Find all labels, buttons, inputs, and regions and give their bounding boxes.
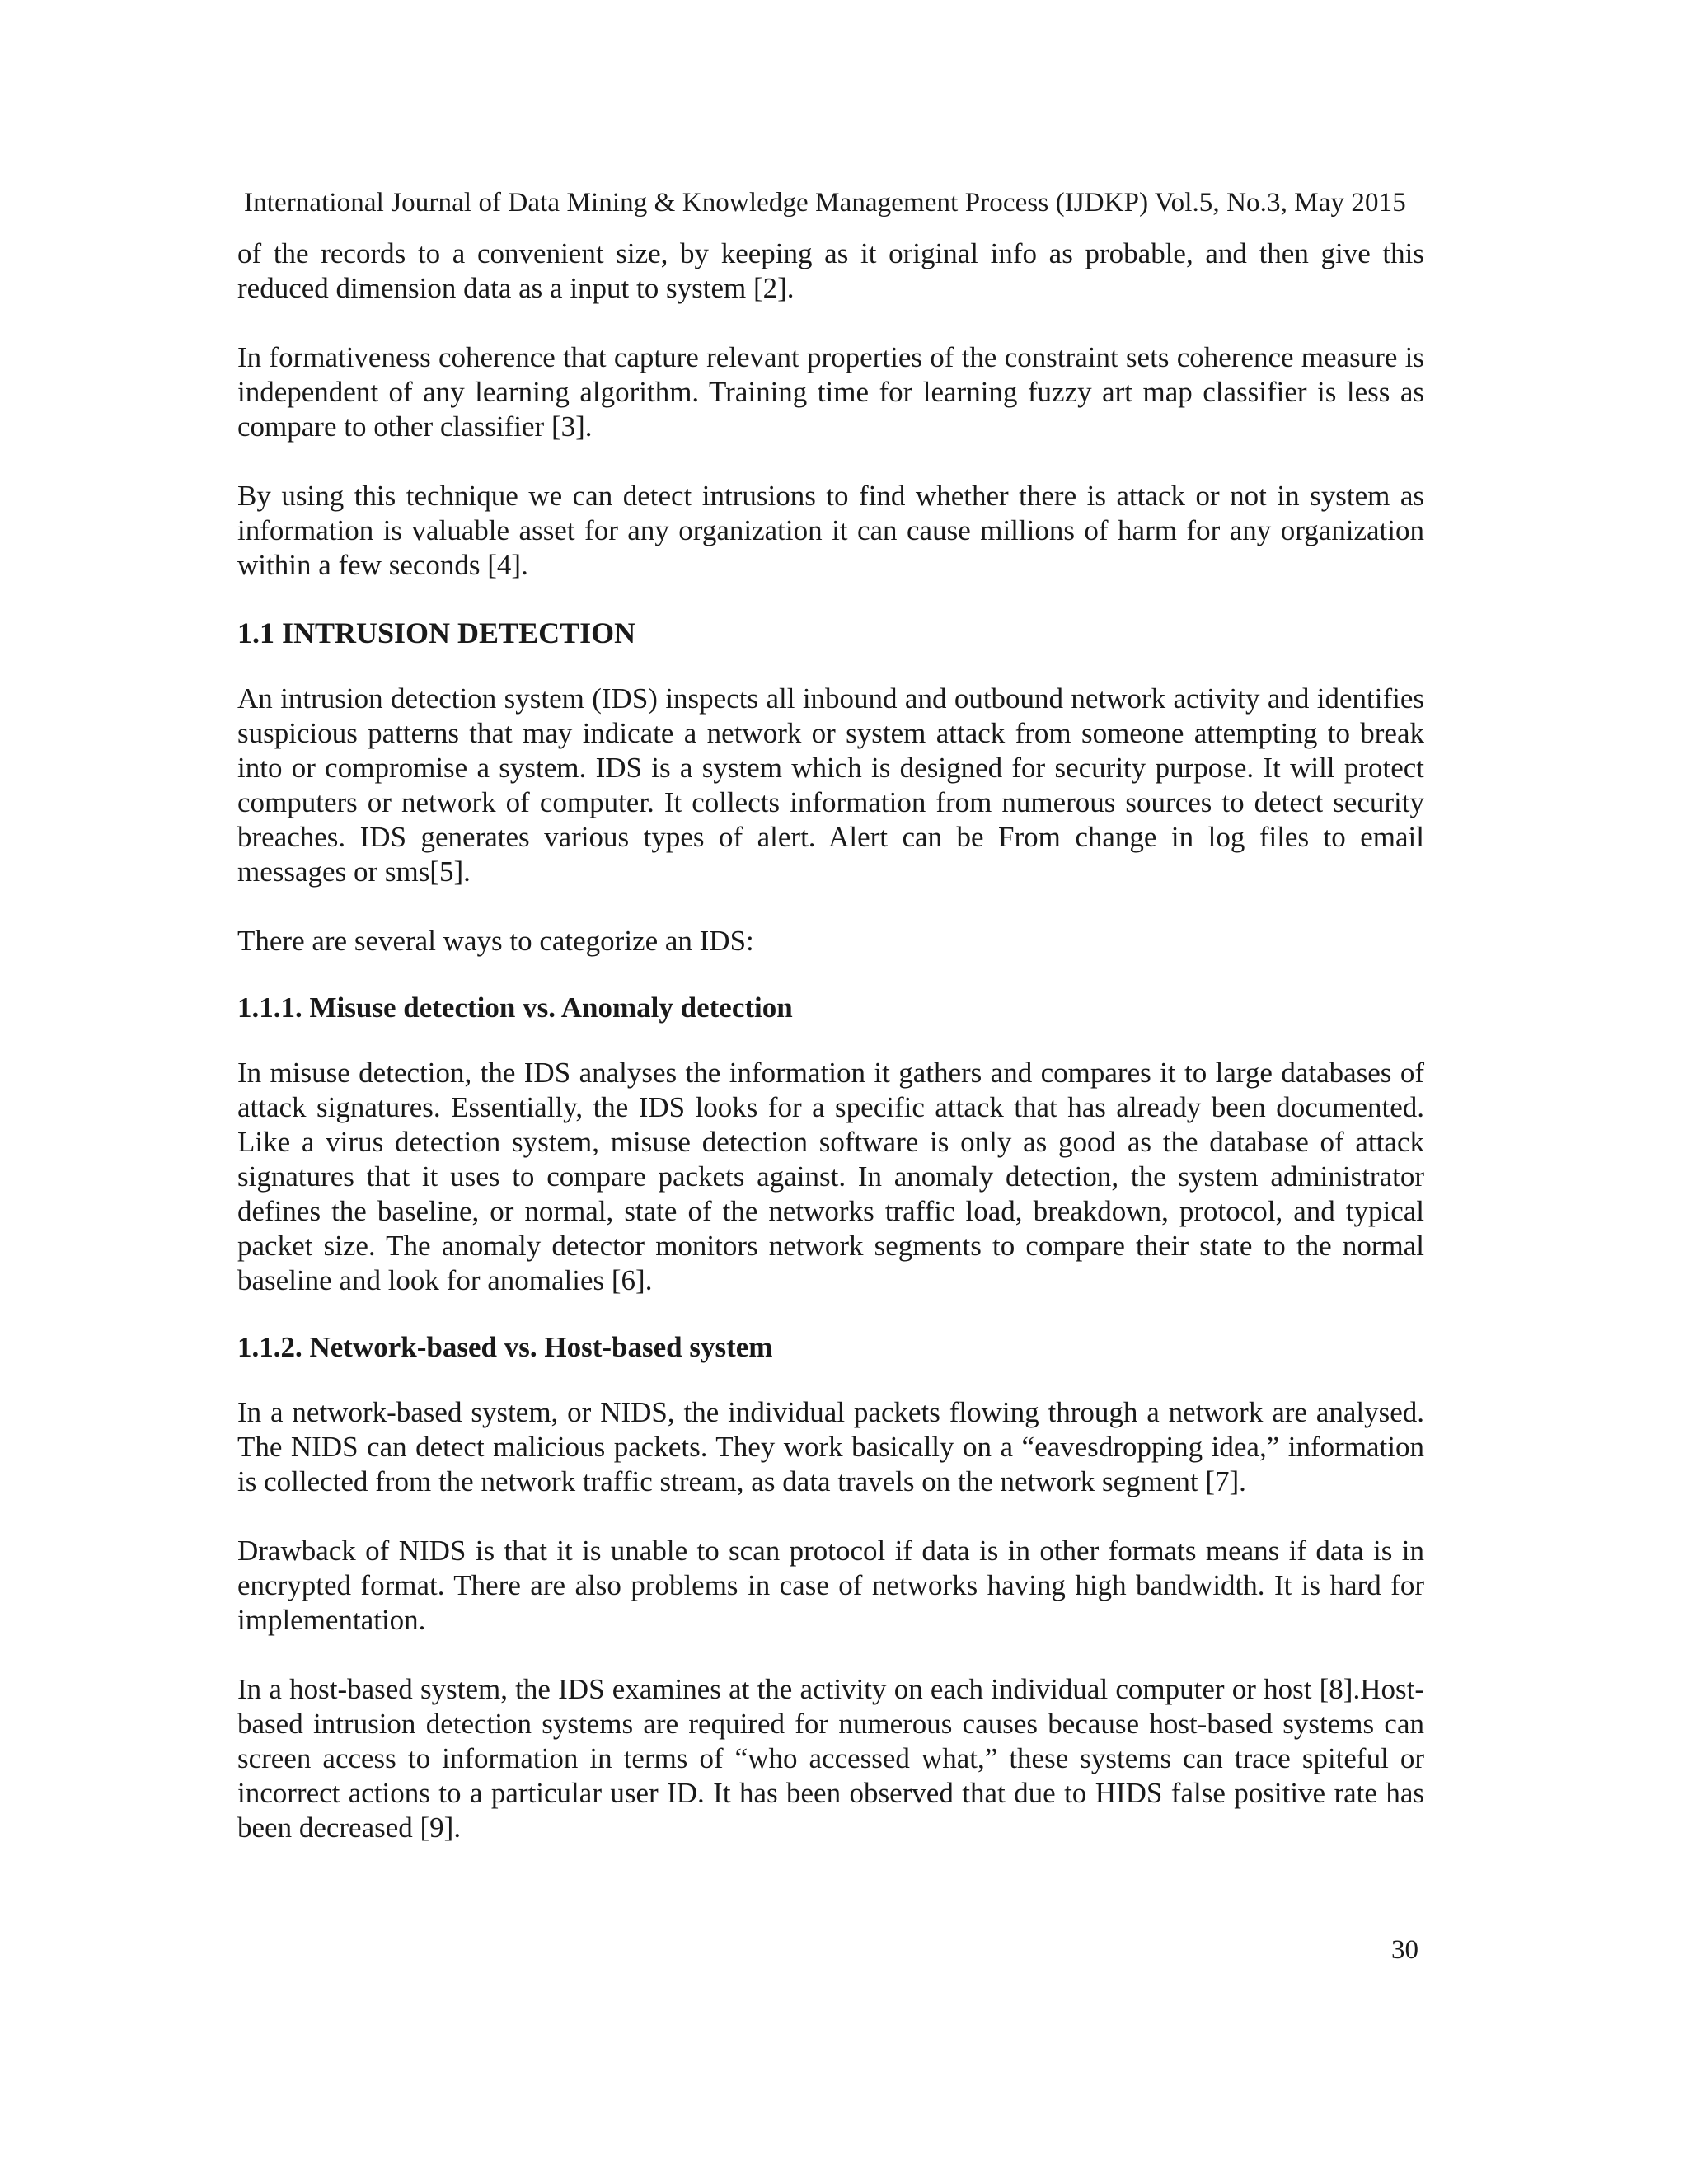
paragraph-nids: In a network-based system, or NIDS, the individual packets flowing through a network are analysed. The NIDS can detect malicious packets. They work basically on a “eavesdropping idea,” information is collected from the network traffic stream, as data travels on the network segment [7]. bbox=[237, 1396, 1424, 1497]
paragraph-ids-definition: An intrusion detection system (IDS) inspects all inbound and outbound network activity and identifies suspicious patterns that may indicate a network or system attack from someone attempting to break into or compromise a system. IDS is a system which is designed for security purpose. It will protect computers or network of computer. It collects information from numerous sources to detect security breaches. IDS generates various types of alert. Alert can be From change in log files to email messages or sms[5]. bbox=[237, 682, 1424, 888]
running-header: International Journal of Data Mining & Knowledge Management Process (IJDKP) Vol.5, No.3, May 2015 bbox=[244, 188, 1406, 218]
paragraph-misuse-anomaly: In misuse detection, the IDS analyses the information it gathers and compares it to large databases of attack signatures. Essentially, the IDS looks for a specific attack that has already been documented. Like a virus detection system, misuse detection software is only as good as the database of attack signatures that it uses to compare packets against. In anomaly detection, the system administrator defines the baseline, or normal, state of the networks traffic load, breakdown, protocol, and typical packet size. The anomaly detector monitors network segments to compare their state to the normal baseline and look for anomalies [6]. bbox=[237, 1057, 1424, 1296]
page-number: 30 bbox=[1391, 1935, 1418, 1965]
subsection-heading-network-host: 1.1.2. Network-based vs. Host-based system bbox=[237, 1331, 773, 1363]
paragraph-hids: In a host-based system, the IDS examines at the activity on each individual computer or host [8].Host-based intrusion detection systems are required for numerous causes because host-based systems can screen access to information in terms of “who accessed what,” these systems can trace spiteful or incorrect actions to a particular user ID. It has been observed that due to HIDS false positive rate has been decreased [9]. bbox=[237, 1673, 1424, 1844]
paragraph-categorize: There are several ways to categorize an IDS: bbox=[237, 925, 754, 957]
paragraph-nids-drawback: Drawback of NIDS is that it is unable to scan protocol if data is in other formats means if data is in encrypted format. There are also problems in case of networks having high bandwidth. It is hard for implementation. bbox=[237, 1535, 1424, 1636]
subsection-heading-misuse-anomaly: 1.1.1. Misuse detection vs. Anomaly detection bbox=[237, 991, 793, 1024]
paragraph-formativeness: In formativeness coherence that capture relevant properties of the constraint sets coherence measure is independent of any learning algorithm. Training time for learning fuzzy art map classifier is less as compare to other classifier [3]. bbox=[237, 341, 1424, 443]
paragraph-technique: By using this technique we can detect intrusions to find whether there is attack or not in system as information is valuable asset for any organization it can cause millions of harm for any organization within a few seconds [4]. bbox=[237, 480, 1424, 581]
section-heading-intrusion-detection: 1.1 INTRUSION DETECTION bbox=[237, 616, 636, 649]
paragraph-continuation: of the records to a convenient size, by keeping as it original info as probable, and then give this reduced dimension data as a input to system [2]. bbox=[237, 237, 1424, 304]
body-text bbox=[237, 237, 1424, 1845]
